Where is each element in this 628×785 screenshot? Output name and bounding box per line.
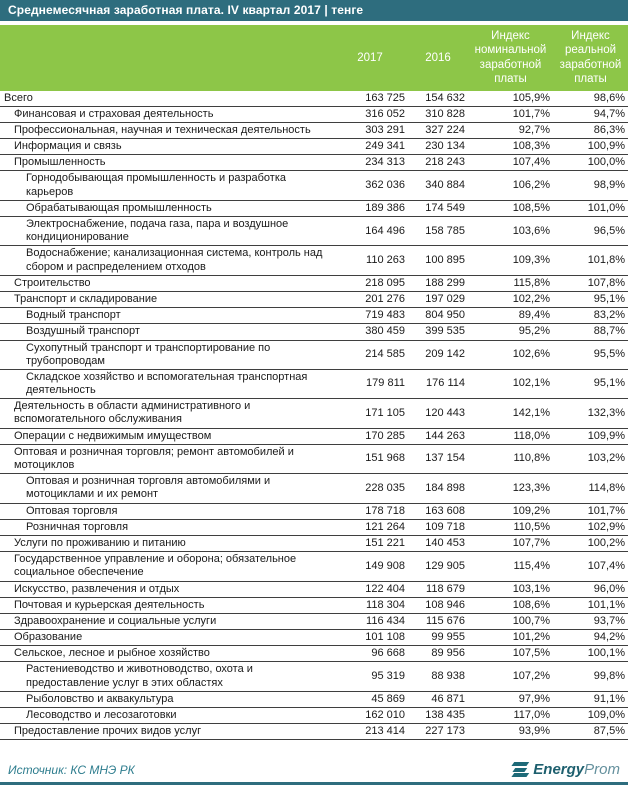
table-row (0, 139, 628, 155)
row-label: Рыболовство и аквакультура (0, 691, 332, 707)
value-2016: 327 224 (408, 122, 468, 138)
nominal-wage-index: 97,9% (468, 691, 553, 707)
value-2017: 96 668 (332, 646, 408, 662)
row-label: Всего (0, 91, 332, 107)
nominal-wage-index: 118,0% (468, 428, 553, 444)
row-label: Образование (0, 630, 332, 646)
real-wage-index: 100,0% (553, 155, 628, 171)
table-row (0, 275, 628, 291)
value-2017: 228 035 (332, 474, 408, 503)
table-row (0, 724, 628, 740)
nominal-wage-index: 93,9% (468, 724, 553, 740)
value-2017: 719 483 (332, 308, 408, 324)
table-row (0, 519, 628, 535)
real-wage-index: 114,8% (553, 474, 628, 503)
real-wage-index: 94,2% (553, 630, 628, 646)
table-row (0, 122, 628, 138)
energyprom-logo (513, 761, 620, 778)
value-2016: 218 243 (408, 155, 468, 171)
header-cell-2016: 2016 (408, 25, 468, 91)
row-label: Лесоводство и лесозаготовки (0, 708, 332, 724)
nominal-wage-index: 102,6% (468, 340, 553, 369)
value-2017: 170 285 (332, 428, 408, 444)
value-2016: 140 453 (408, 535, 468, 551)
nominal-wage-index: 123,3% (468, 474, 553, 503)
nominal-wage-index: 107,4% (468, 155, 553, 171)
row-label: Водоснабжение; канализационная система, контроль над сбором и распределением отходов (0, 246, 332, 275)
nominal-wage-index: 108,3% (468, 139, 553, 155)
real-wage-index: 109,0% (553, 708, 628, 724)
value-2016: 46 871 (408, 691, 468, 707)
row-label: Воздушный транспорт (0, 324, 332, 340)
value-2017: 179 811 (332, 369, 408, 398)
real-wage-index: 93,7% (553, 613, 628, 629)
row-label: Предоставление прочих видов услуг (0, 724, 332, 740)
nominal-wage-index: 101,7% (468, 106, 553, 122)
table-header (0, 25, 628, 91)
value-2017: 316 052 (332, 106, 408, 122)
nominal-wage-index: 102,2% (468, 291, 553, 307)
header-cell-2017: 2017 (332, 25, 408, 91)
wage-table-container (0, 25, 628, 756)
row-label: Горнодобывающая промышленность и разработка карьеров (0, 171, 332, 200)
table-row (0, 630, 628, 646)
real-wage-index: 101,7% (553, 503, 628, 519)
value-2017: 178 718 (332, 503, 408, 519)
value-2016: 115 676 (408, 613, 468, 629)
header-cell-real-index: Индекс реальной заработной платы (553, 25, 628, 91)
value-2017: 95 319 (332, 662, 408, 691)
row-label: Оптовая и розничная торговля; ремонт автомобилей и мотоциклов (0, 444, 332, 473)
row-label: Электроснабжение, подача газа, пара и воздушное кондиционирование (0, 217, 332, 246)
real-wage-index: 94,7% (553, 106, 628, 122)
table-row (0, 662, 628, 691)
real-wage-index: 87,5% (553, 724, 628, 740)
row-label: Сухопутный транспорт и транспортирование по трубопроводам (0, 340, 332, 369)
real-wage-index: 86,3% (553, 122, 628, 138)
real-wage-index: 95,5% (553, 340, 628, 369)
real-wage-index: 102,9% (553, 519, 628, 535)
value-2016: 138 435 (408, 708, 468, 724)
real-wage-index: 100,9% (553, 139, 628, 155)
value-2016: 209 142 (408, 340, 468, 369)
header-cell-category (0, 25, 332, 91)
value-2017: 101 108 (332, 630, 408, 646)
real-wage-index: 96,0% (553, 581, 628, 597)
value-2016: 129 905 (408, 552, 468, 581)
table-row (0, 171, 628, 200)
value-2016: 174 549 (408, 200, 468, 216)
nominal-wage-index: 102,1% (468, 369, 553, 398)
table-row (0, 708, 628, 724)
value-2017: 303 291 (332, 122, 408, 138)
value-2017: 213 414 (332, 724, 408, 740)
value-2017: 380 459 (332, 324, 408, 340)
value-2017: 149 908 (332, 552, 408, 581)
value-2016: 88 938 (408, 662, 468, 691)
row-label: Оптовая торговля (0, 503, 332, 519)
nominal-wage-index: 103,1% (468, 581, 553, 597)
table-row (0, 369, 628, 398)
table-row (0, 291, 628, 307)
value-2016: 154 632 (408, 91, 468, 107)
value-2016: 399 535 (408, 324, 468, 340)
value-2016: 230 134 (408, 139, 468, 155)
value-2017: 162 010 (332, 708, 408, 724)
table-row (0, 552, 628, 581)
value-2017: 163 725 (332, 91, 408, 107)
nominal-wage-index: 142,1% (468, 399, 553, 428)
value-2016: 176 114 (408, 369, 468, 398)
real-wage-index: 99,8% (553, 662, 628, 691)
table-row (0, 155, 628, 171)
table-row (0, 91, 628, 107)
table-row (0, 399, 628, 428)
wage-table (0, 25, 628, 740)
table-row (0, 200, 628, 216)
table-row (0, 581, 628, 597)
real-wage-index: 101,1% (553, 597, 628, 613)
value-2017: 151 968 (332, 444, 408, 473)
table-row (0, 646, 628, 662)
real-wage-index: 100,1% (553, 646, 628, 662)
value-2017: 189 386 (332, 200, 408, 216)
table-row (0, 340, 628, 369)
value-2017: 218 095 (332, 275, 408, 291)
row-label: Водный транспорт (0, 308, 332, 324)
nominal-wage-index: 117,0% (468, 708, 553, 724)
table-body (0, 91, 628, 740)
logo-prom-text: Prom (584, 761, 620, 778)
real-wage-index: 107,8% (553, 275, 628, 291)
row-label: Деятельность в области административного и вспомогательного обслуживания (0, 399, 332, 428)
nominal-wage-index: 115,8% (468, 275, 553, 291)
nominal-wage-index: 106,2% (468, 171, 553, 200)
row-label: Государственное управление и оборона; обязательное социальное обеспечение (0, 552, 332, 581)
row-label: Строительство (0, 275, 332, 291)
table-row (0, 503, 628, 519)
energyprom-logo-text (533, 761, 620, 778)
real-wage-index: 107,4% (553, 552, 628, 581)
table-row (0, 444, 628, 473)
value-2016: 100 895 (408, 246, 468, 275)
nominal-wage-index: 107,2% (468, 662, 553, 691)
nominal-wage-index: 103,6% (468, 217, 553, 246)
value-2016: 109 718 (408, 519, 468, 535)
value-2017: 214 585 (332, 340, 408, 369)
source-note: Источник: КС МНЭ РК (8, 762, 135, 777)
nominal-wage-index: 110,8% (468, 444, 553, 473)
real-wage-index: 91,1% (553, 691, 628, 707)
value-2017: 116 434 (332, 613, 408, 629)
row-label: Сельское, лесное и рыбное хозяйство (0, 646, 332, 662)
nominal-wage-index: 109,2% (468, 503, 553, 519)
value-2017: 164 496 (332, 217, 408, 246)
table-row (0, 308, 628, 324)
row-label: Обрабатывающая промышленность (0, 200, 332, 216)
real-wage-index: 83,2% (553, 308, 628, 324)
value-2016: 184 898 (408, 474, 468, 503)
real-wage-index: 101,0% (553, 200, 628, 216)
table-row (0, 474, 628, 503)
value-2017: 249 341 (332, 139, 408, 155)
value-2016: 89 956 (408, 646, 468, 662)
value-2016: 227 173 (408, 724, 468, 740)
nominal-wage-index: 110,5% (468, 519, 553, 535)
real-wage-index: 132,3% (553, 399, 628, 428)
table-row (0, 691, 628, 707)
nominal-wage-index: 95,2% (468, 324, 553, 340)
real-wage-index: 95,1% (553, 369, 628, 398)
nominal-wage-index: 108,6% (468, 597, 553, 613)
nominal-wage-index: 108,5% (468, 200, 553, 216)
value-2016: 144 263 (408, 428, 468, 444)
value-2017: 45 869 (332, 691, 408, 707)
row-label: Растениеводство и животноводство, охота и предоставление услуг в этих областях (0, 662, 332, 691)
table-row (0, 535, 628, 551)
table-row (0, 324, 628, 340)
value-2017: 201 276 (332, 291, 408, 307)
value-2016: 188 299 (408, 275, 468, 291)
value-2016: 118 679 (408, 581, 468, 597)
table-row (0, 106, 628, 122)
real-wage-index: 109,9% (553, 428, 628, 444)
value-2017: 171 105 (332, 399, 408, 428)
value-2016: 120 443 (408, 399, 468, 428)
energyprom-logo-icon (513, 762, 528, 777)
value-2016: 108 946 (408, 597, 468, 613)
header-cell-nominal-index: Индекс номинальной заработной платы (468, 25, 553, 91)
value-2017: 118 304 (332, 597, 408, 613)
value-2017: 122 404 (332, 581, 408, 597)
value-2017: 121 264 (332, 519, 408, 535)
value-2016: 340 884 (408, 171, 468, 200)
value-2017: 110 263 (332, 246, 408, 275)
nominal-wage-index: 100,7% (468, 613, 553, 629)
table-row (0, 246, 628, 275)
real-wage-index: 88,7% (553, 324, 628, 340)
value-2016: 99 955 (408, 630, 468, 646)
real-wage-index: 103,2% (553, 444, 628, 473)
value-2017: 362 036 (332, 171, 408, 200)
value-2016: 158 785 (408, 217, 468, 246)
footer (0, 756, 628, 782)
row-label: Финансовая и страховая деятельность (0, 106, 332, 122)
value-2016: 197 029 (408, 291, 468, 307)
real-wage-index: 95,1% (553, 291, 628, 307)
row-label: Оптовая и розничная торговля автомобилями и мотоциклами и их ремонт (0, 474, 332, 503)
real-wage-index: 100,2% (553, 535, 628, 551)
page-title: Среднемесячная заработная плата. IV квартал 2017 | тенге (0, 0, 628, 21)
row-label: Операции с недвижимым имуществом (0, 428, 332, 444)
real-wage-index: 98,6% (553, 91, 628, 107)
value-2017: 151 221 (332, 535, 408, 551)
row-label: Промышленность (0, 155, 332, 171)
row-label: Складское хозяйство и вспомогательная транспортная деятельность (0, 369, 332, 398)
value-2016: 137 154 (408, 444, 468, 473)
real-wage-index: 101,8% (553, 246, 628, 275)
row-label: Искусство, развлечения и отдых (0, 581, 332, 597)
table-row (0, 217, 628, 246)
table-row (0, 613, 628, 629)
nominal-wage-index: 101,2% (468, 630, 553, 646)
row-label: Профессиональная, научная и техническая деятельность (0, 122, 332, 138)
nominal-wage-index: 107,5% (468, 646, 553, 662)
row-label: Здравоохранение и социальные услуги (0, 613, 332, 629)
row-label: Информация и связь (0, 139, 332, 155)
table-row (0, 428, 628, 444)
value-2016: 804 950 (408, 308, 468, 324)
nominal-wage-index: 107,7% (468, 535, 553, 551)
value-2017: 234 313 (332, 155, 408, 171)
row-label: Транспорт и складирование (0, 291, 332, 307)
nominal-wage-index: 89,4% (468, 308, 553, 324)
nominal-wage-index: 109,3% (468, 246, 553, 275)
value-2016: 310 828 (408, 106, 468, 122)
row-label: Услуги по проживанию и питанию (0, 535, 332, 551)
logo-energy-text: Energy (533, 761, 585, 778)
value-2016: 163 608 (408, 503, 468, 519)
table-row (0, 597, 628, 613)
row-label: Розничная торговля (0, 519, 332, 535)
nominal-wage-index: 105,9% (468, 91, 553, 107)
nominal-wage-index: 92,7% (468, 122, 553, 138)
row-label: Почтовая и курьерская деятельность (0, 597, 332, 613)
nominal-wage-index: 115,4% (468, 552, 553, 581)
real-wage-index: 96,5% (553, 217, 628, 246)
real-wage-index: 98,9% (553, 171, 628, 200)
